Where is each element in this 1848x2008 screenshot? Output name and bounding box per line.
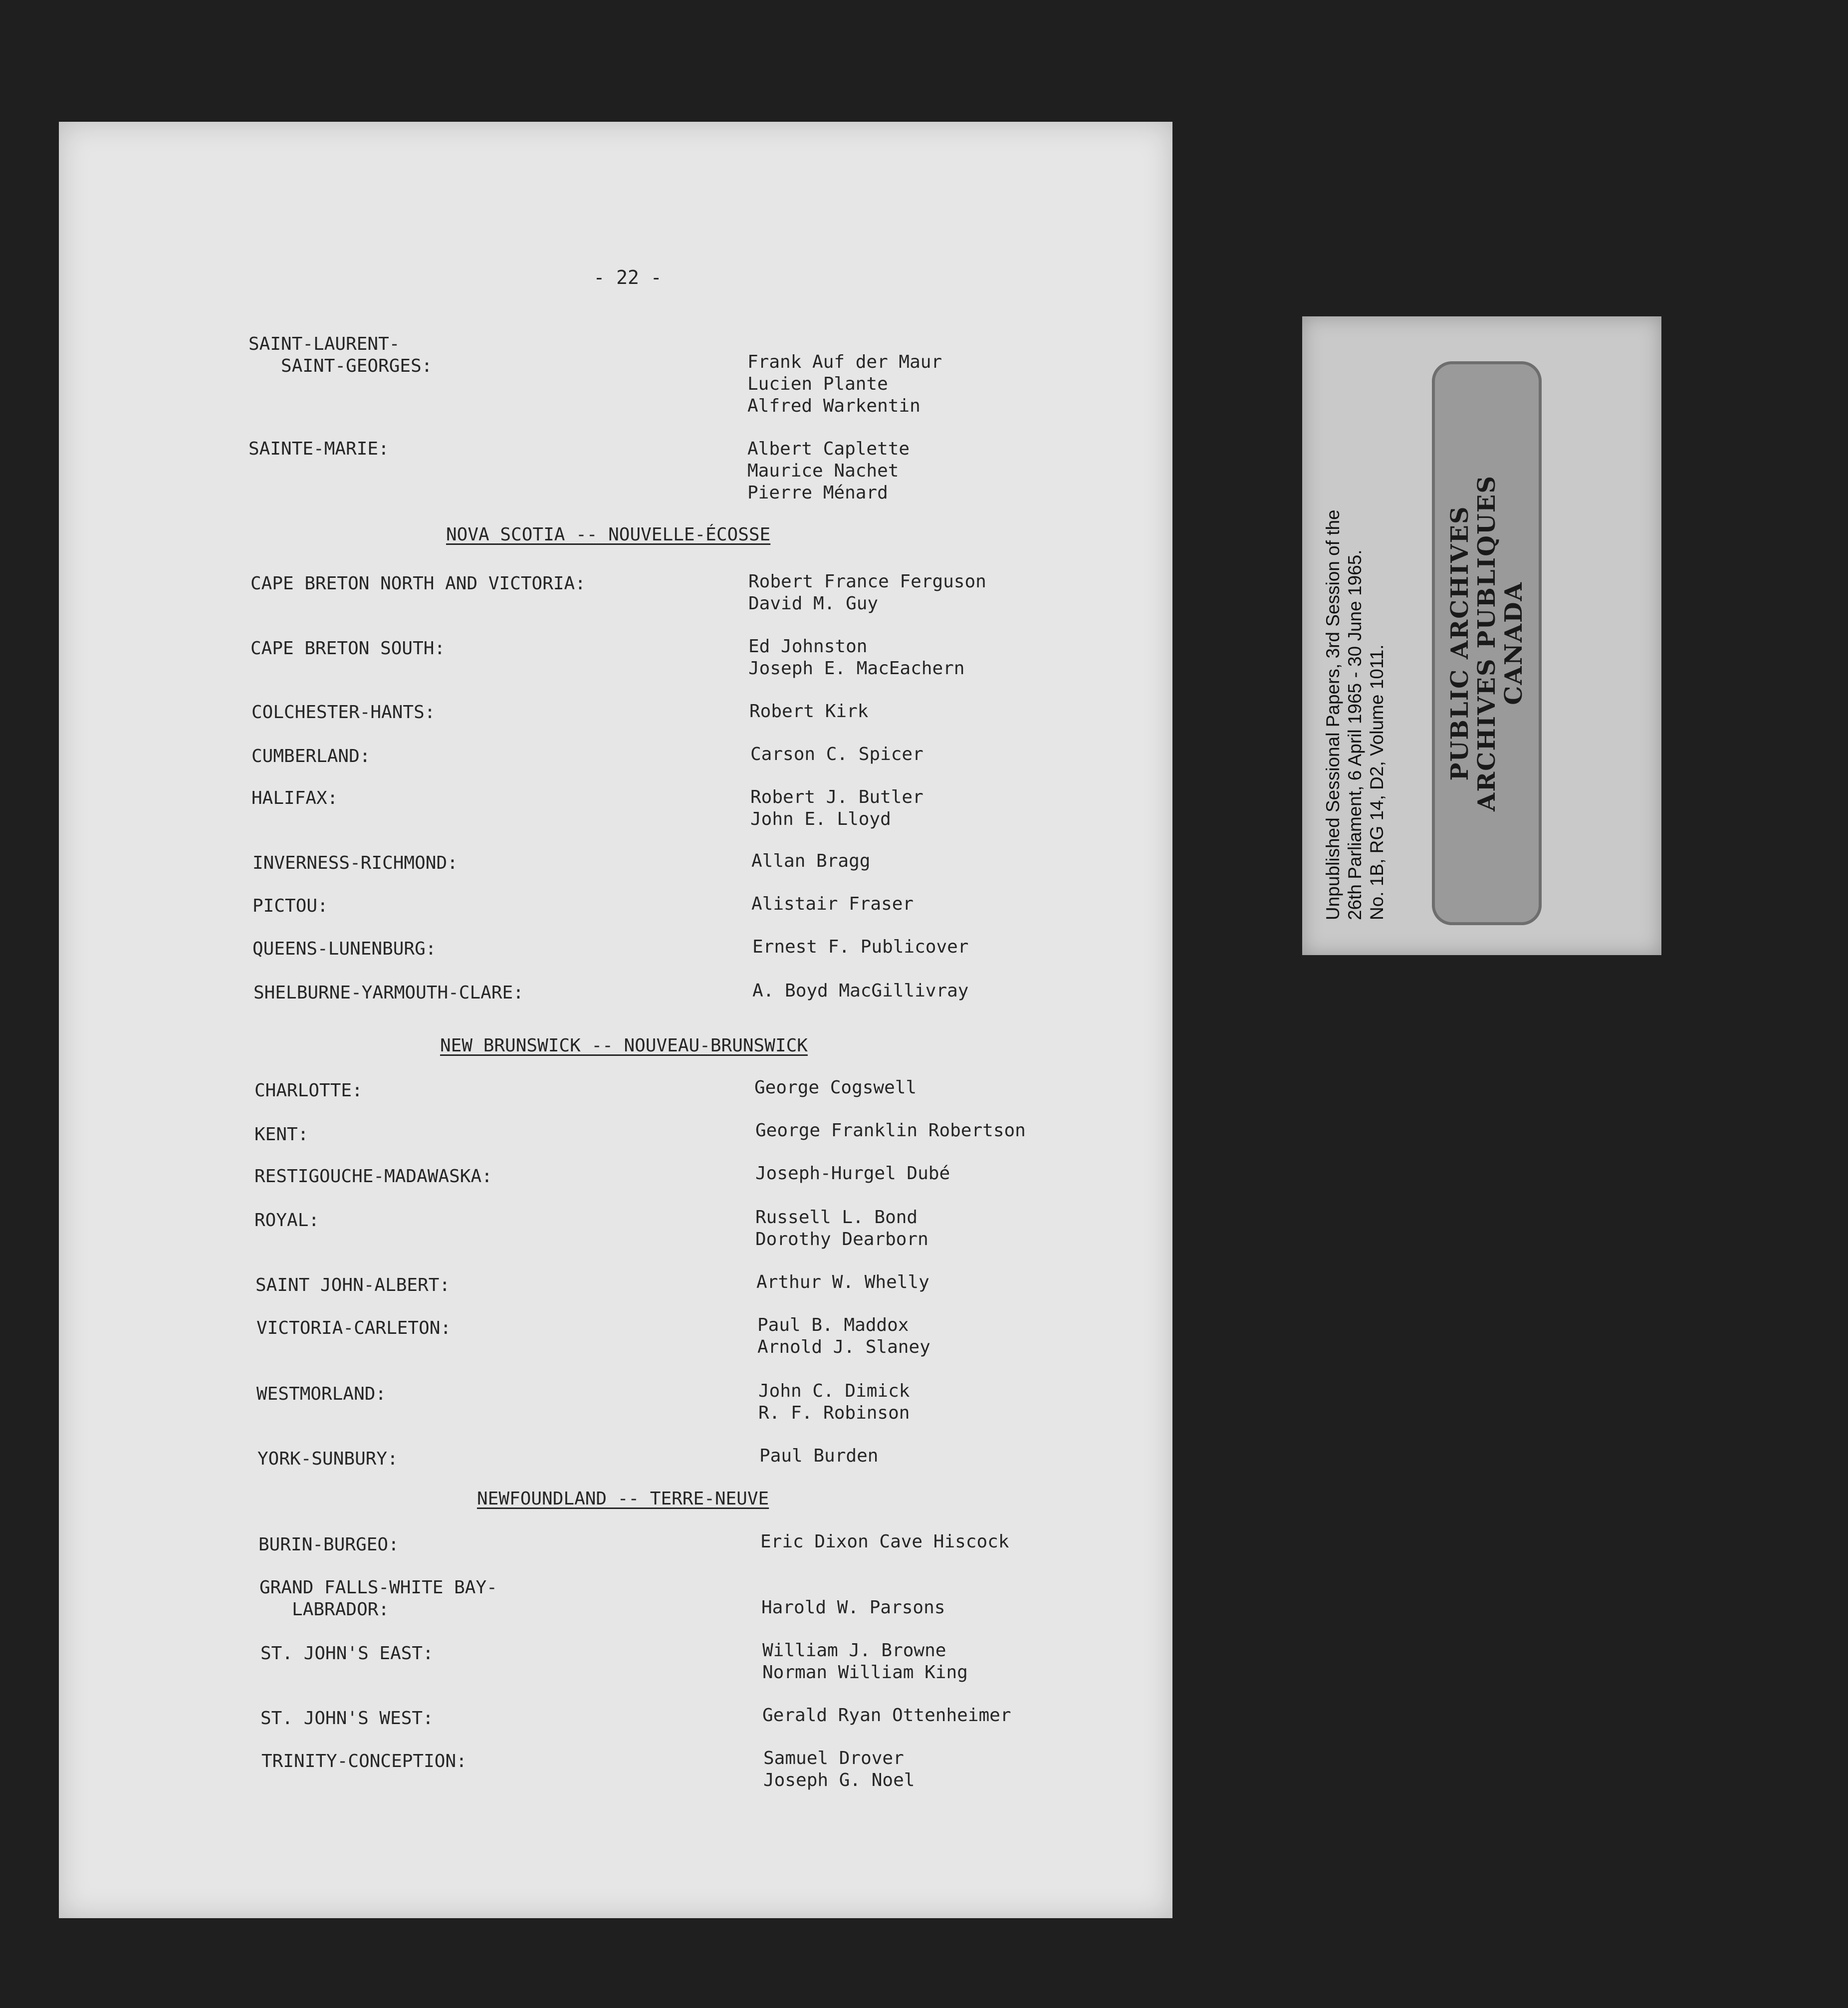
section-heading-newfoundland: NEWFOUNDLAND -- TERRE-NEUVE (477, 1489, 769, 1509)
riding-label: CHARLOTTE: (254, 1080, 363, 1101)
section-heading-nova-scotia: NOVA SCOTIA -- NOUVELLE-ÉCOSSE (446, 524, 771, 545)
member-names: Ernest F. Publicover (752, 937, 969, 957)
archives-stamp (1432, 361, 1542, 925)
riding-label: ST. JOHN'S WEST: (260, 1708, 434, 1729)
stamp-line: ARCHIVES PUBLIQUES (1473, 475, 1501, 811)
riding-label: KENT: (254, 1124, 309, 1145)
riding-label: GRAND FALLS-WHITE BAY- LABRADOR: (259, 1577, 497, 1620)
member-names: Robert Kirk (749, 701, 869, 722)
member-names: John C. Dimick R. F. Robinson (758, 1381, 910, 1423)
member-names: Alistair Fraser (751, 894, 914, 914)
archive-tag (1302, 316, 1661, 955)
riding-label: INVERNESS-RICHMOND: (252, 853, 458, 873)
member-names: Robert France Ferguson David M. Guy (748, 571, 986, 614)
riding-label: WESTMORLAND: (256, 1384, 387, 1404)
member-names: Frank Auf der Maur Lucien Plante Alfred Warkentin (747, 352, 942, 416)
section-heading-new-brunswick: NEW BRUNSWICK -- NOUVEAU-BRUNSWICK (440, 1035, 808, 1056)
member-names: Carson C. Spicer (750, 744, 924, 764)
member-names: Ed Johnston Joseph E. MacEachern (748, 636, 965, 679)
member-names: Gerald Ryan Ottenheimer (762, 1705, 1011, 1726)
page-number: - 22 - (593, 266, 662, 288)
member-names: Robert J. Butler John E. Lloyd (750, 787, 924, 829)
member-names: Harold W. Parsons (761, 1597, 945, 1618)
member-names: Albert Caplette Maurice Nachet Pierre Ménard (747, 439, 910, 503)
member-names: Russell L. Bond Dorothy Dearborn (755, 1207, 928, 1250)
member-names: Allan Bragg (751, 851, 871, 871)
riding-label: SHELBURNE-YARMOUTH-CLARE: (253, 983, 524, 1003)
riding-label: SAINT JOHN-ALBERT: (255, 1275, 451, 1295)
riding-label: YORK-SUNBURY: (257, 1449, 398, 1469)
archive-caption: Unpublished Sessional Papers, 3rd Session of the 26th Parliament, 6 April 1965 - 30 June 1965. No. 1B, RG 14, D2, Volume 1011. (1323, 509, 1387, 920)
member-names: Paul Burden (759, 1446, 879, 1466)
riding-label: ST. JOHN'S EAST: (260, 1643, 434, 1664)
member-names: George Cogswell (754, 1077, 917, 1098)
riding-label: CUMBERLAND: (251, 746, 371, 766)
member-names: George Franklin Robertson (755, 1120, 1026, 1141)
riding-label: TRINITY-CONCEPTION: (261, 1751, 467, 1771)
member-names: Samuel Drover Joseph G. Noel (763, 1748, 915, 1790)
member-names: Arthur W. Whelly (756, 1272, 929, 1292)
member-names: A. Boyd MacGillivray (752, 981, 969, 1001)
member-names: Eric Dixon Cave Hiscock (760, 1531, 1009, 1552)
member-names: Paul B. Maddox Arnold J. Slaney (757, 1315, 930, 1357)
riding-label: QUEENS-LUNENBURG: (252, 939, 437, 959)
riding-label: SAINT-LAURENT- SAINT-GEORGES: (248, 334, 433, 376)
riding-label: CAPE BRETON SOUTH: (250, 638, 446, 659)
riding-label: VICTORIA-CARLETON: (256, 1318, 452, 1338)
riding-label: SAINTE-MARIE: (248, 439, 389, 459)
riding-label: CAPE BRETON NORTH AND VICTORIA: (250, 573, 586, 594)
stamp-line: CANADA (1500, 581, 1528, 705)
riding-label: RESTIGOUCHE-MADAWASKA: (254, 1166, 492, 1187)
member-names: William J. Browne Norman William King (762, 1640, 968, 1683)
riding-label: ROYAL: (254, 1210, 320, 1231)
riding-label: HALIFAX: (251, 788, 338, 808)
document-page (59, 122, 1172, 1918)
archive-tag-content (1307, 336, 1656, 935)
riding-label: PICTOU: (252, 896, 328, 916)
riding-label: COLCHESTER-HANTS: (251, 702, 436, 723)
member-names: Joseph-Hurgel Dubé (755, 1163, 950, 1184)
stamp-line: PUBLIC ARCHIVES (1446, 505, 1474, 781)
riding-label: BURIN-BURGEO: (258, 1534, 399, 1555)
